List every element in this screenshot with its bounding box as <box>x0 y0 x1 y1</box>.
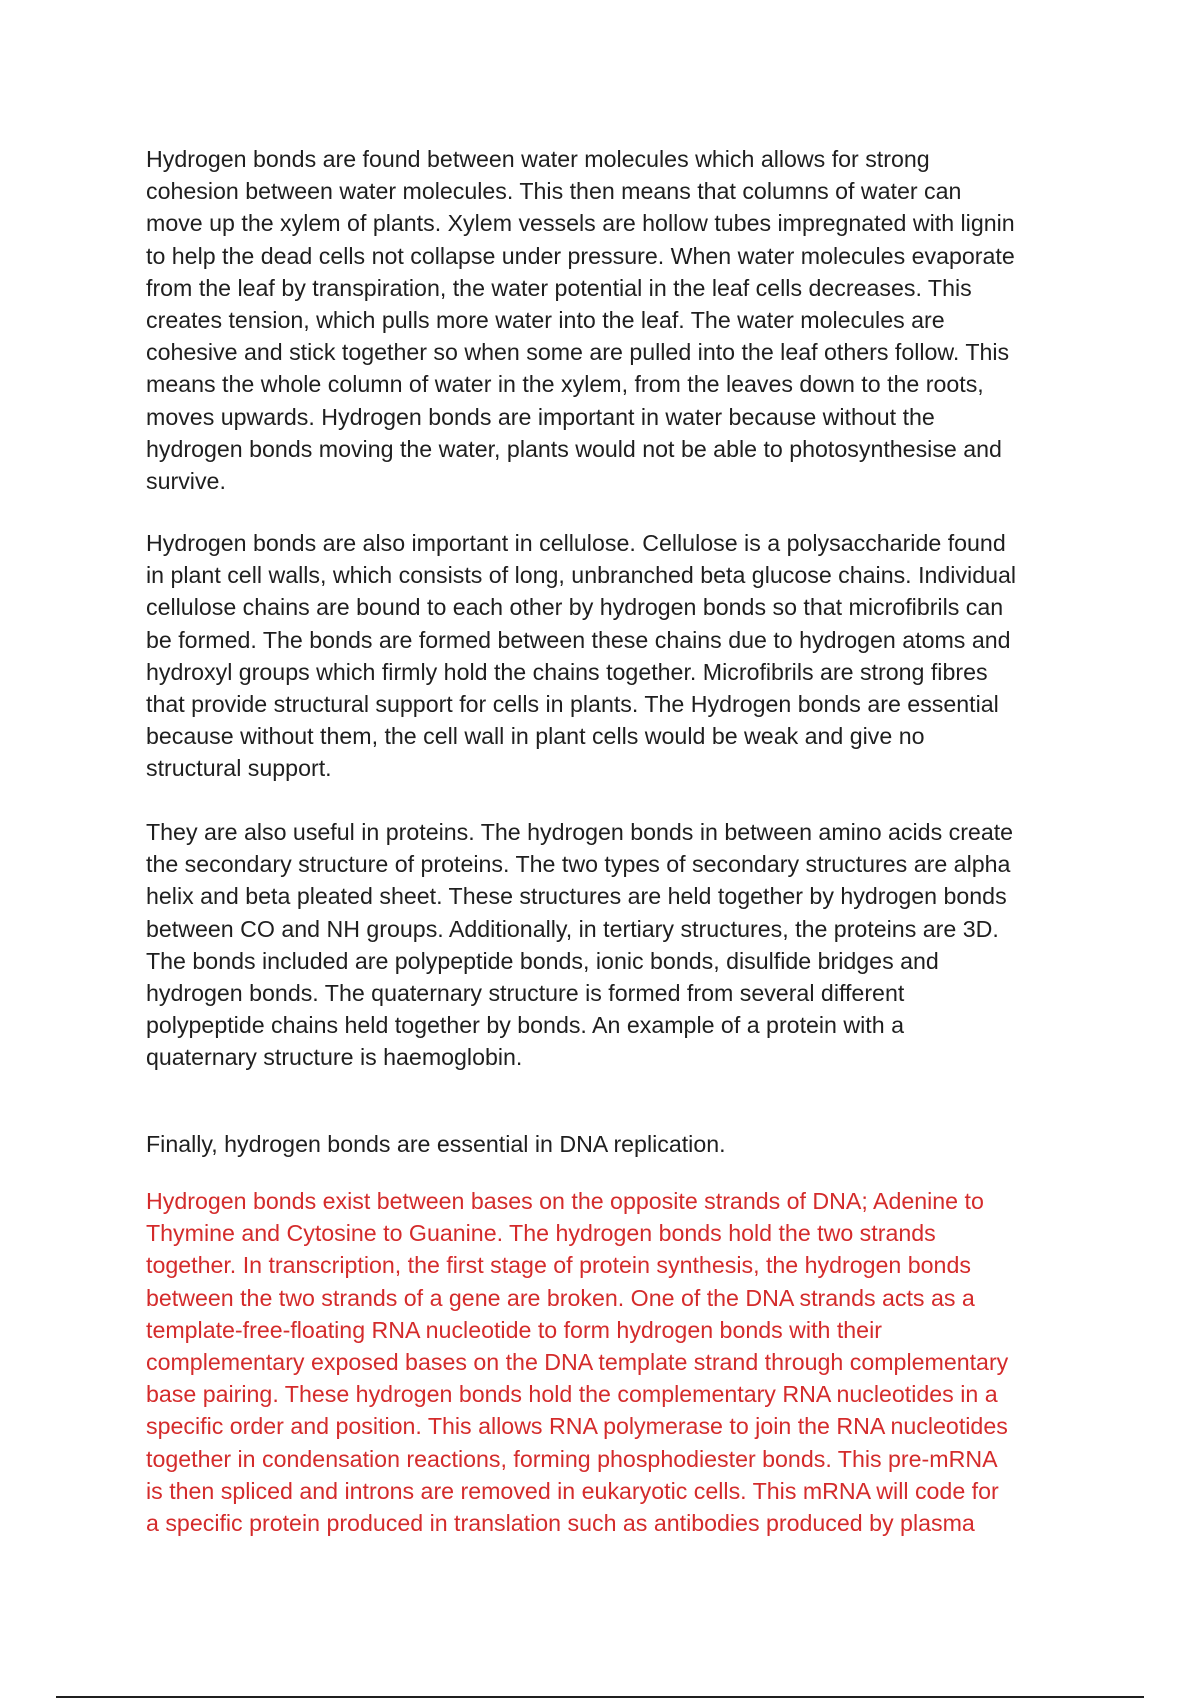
text-line: cellulose chains are bound to each other by hydrogen bonds so that microfibrils can <box>146 594 1004 621</box>
text-line: move up the xylem of plants. Xylem vessels are hollow tubes impregnated with lignin <box>146 210 1015 237</box>
text-line: helix and beta pleated sheet. These structures are held together by hydrogen bonds <box>146 883 1007 910</box>
text-line: structural support. <box>146 755 332 782</box>
text-line: survive. <box>146 468 226 495</box>
text-line: Finally, hydrogen bonds are essential in DNA replication. <box>146 1131 726 1157</box>
text-line: Hydrogen bonds are also important in cellulose. Cellulose is a polysaccharide found <box>146 530 1006 556</box>
paragraph-dna-transcription <box>146 1185 1076 1539</box>
text-line: Thymine and Cytosine to Guanine. The hydrogen bonds hold the two strands <box>146 1220 936 1247</box>
paragraph-cellulose <box>146 527 1076 785</box>
text-line: because without them, the cell wall in plant cells would be weak and give no <box>146 723 925 750</box>
text-line: Hydrogen bonds exist between bases on the opposite strands of DNA; Adenine to <box>146 1188 984 1214</box>
text-line: that provide structural support for cells in plants. The Hydrogen bonds are essential <box>146 691 999 718</box>
text-line: quaternary structure is haemoglobin. <box>146 1044 523 1071</box>
paragraph-dna-intro <box>146 1128 1076 1160</box>
text-line: to help the dead cells not collapse under pressure. When water molecules evaporate <box>146 242 1015 269</box>
text-line: complementary exposed bases on the DNA template strand through complementary <box>146 1349 1009 1376</box>
text-line: hydroxyl groups which firmly hold the chains together. Microfibrils are strong fibres <box>146 658 988 685</box>
text-line: together in condensation reactions, forming phosphodiester bonds. This pre-mRNA <box>146 1445 998 1472</box>
text-line: They are also useful in proteins. The hydrogen bonds in between amino acids create <box>146 819 1014 845</box>
text-line: be formed. The bonds are formed between these chains due to hydrogen atoms and <box>146 626 1011 653</box>
text-line: between the two strands of a gene are broken. One of the DNA strands acts as a <box>146 1284 975 1311</box>
text-line: base pairing. These hydrogen bonds hold the complementary RNA nucleotides in a <box>146 1381 998 1408</box>
text-line: is then spliced and introns are removed in eukaryotic cells. This mRNA will code for <box>146 1477 999 1504</box>
text-line: the secondary structure of proteins. The two types of secondary structures are alpha <box>146 851 1011 878</box>
text-line: The bonds included are polypeptide bonds, ionic bonds, disulfide bridges and <box>146 947 939 974</box>
text-line: creates tension, which pulls more water into the leaf. The water molecules are <box>146 307 945 334</box>
text-line: cohesive and stick together so when some are pulled into the leaf others follow. This <box>146 339 1010 366</box>
text-line: cohesion between water molecules. This then means that columns of water can <box>146 178 962 205</box>
text-line: polypeptide chains held together by bonds. An example of a protein with a <box>146 1012 904 1039</box>
text-line: template-free-floating RNA nucleotide to form hydrogen bonds with their <box>146 1316 882 1343</box>
text-line: together. In transcription, the first stage of protein synthesis, the hydrogen bonds <box>146 1252 971 1279</box>
paragraph-proteins <box>146 816 1076 1074</box>
text-line: specific order and position. This allows RNA polymerase to join the RNA nucleotides <box>146 1413 1008 1440</box>
text-line: in plant cell walls, which consists of long, unbranched beta glucose chains. Individual <box>146 562 1017 589</box>
text-line: moves upwards. Hydrogen bonds are important in water because without the <box>146 403 935 430</box>
text-line: Hydrogen bonds are found between water molecules which allows for strong <box>146 146 930 172</box>
text-line: means the whole column of water in the xylem, from the leaves down to the roots, <box>146 371 984 398</box>
text-line: hydrogen bonds moving the water, plants would not be able to photosynthesise and <box>146 435 1002 462</box>
text-line: hydrogen bonds. The quaternary structure is formed from several different <box>146 980 905 1007</box>
text-line: between CO and NH groups. Additionally, in tertiary structures, the proteins are 3D. <box>146 915 999 942</box>
page-bottom-divider <box>56 1696 1144 1698</box>
paragraph-water-cohesion <box>146 143 1076 497</box>
text-line: from the leaf by transpiration, the water potential in the leaf cells decreases. This <box>146 274 972 301</box>
text-line: a specific protein produced in translation such as antibodies produced by plasma <box>146 1510 975 1537</box>
